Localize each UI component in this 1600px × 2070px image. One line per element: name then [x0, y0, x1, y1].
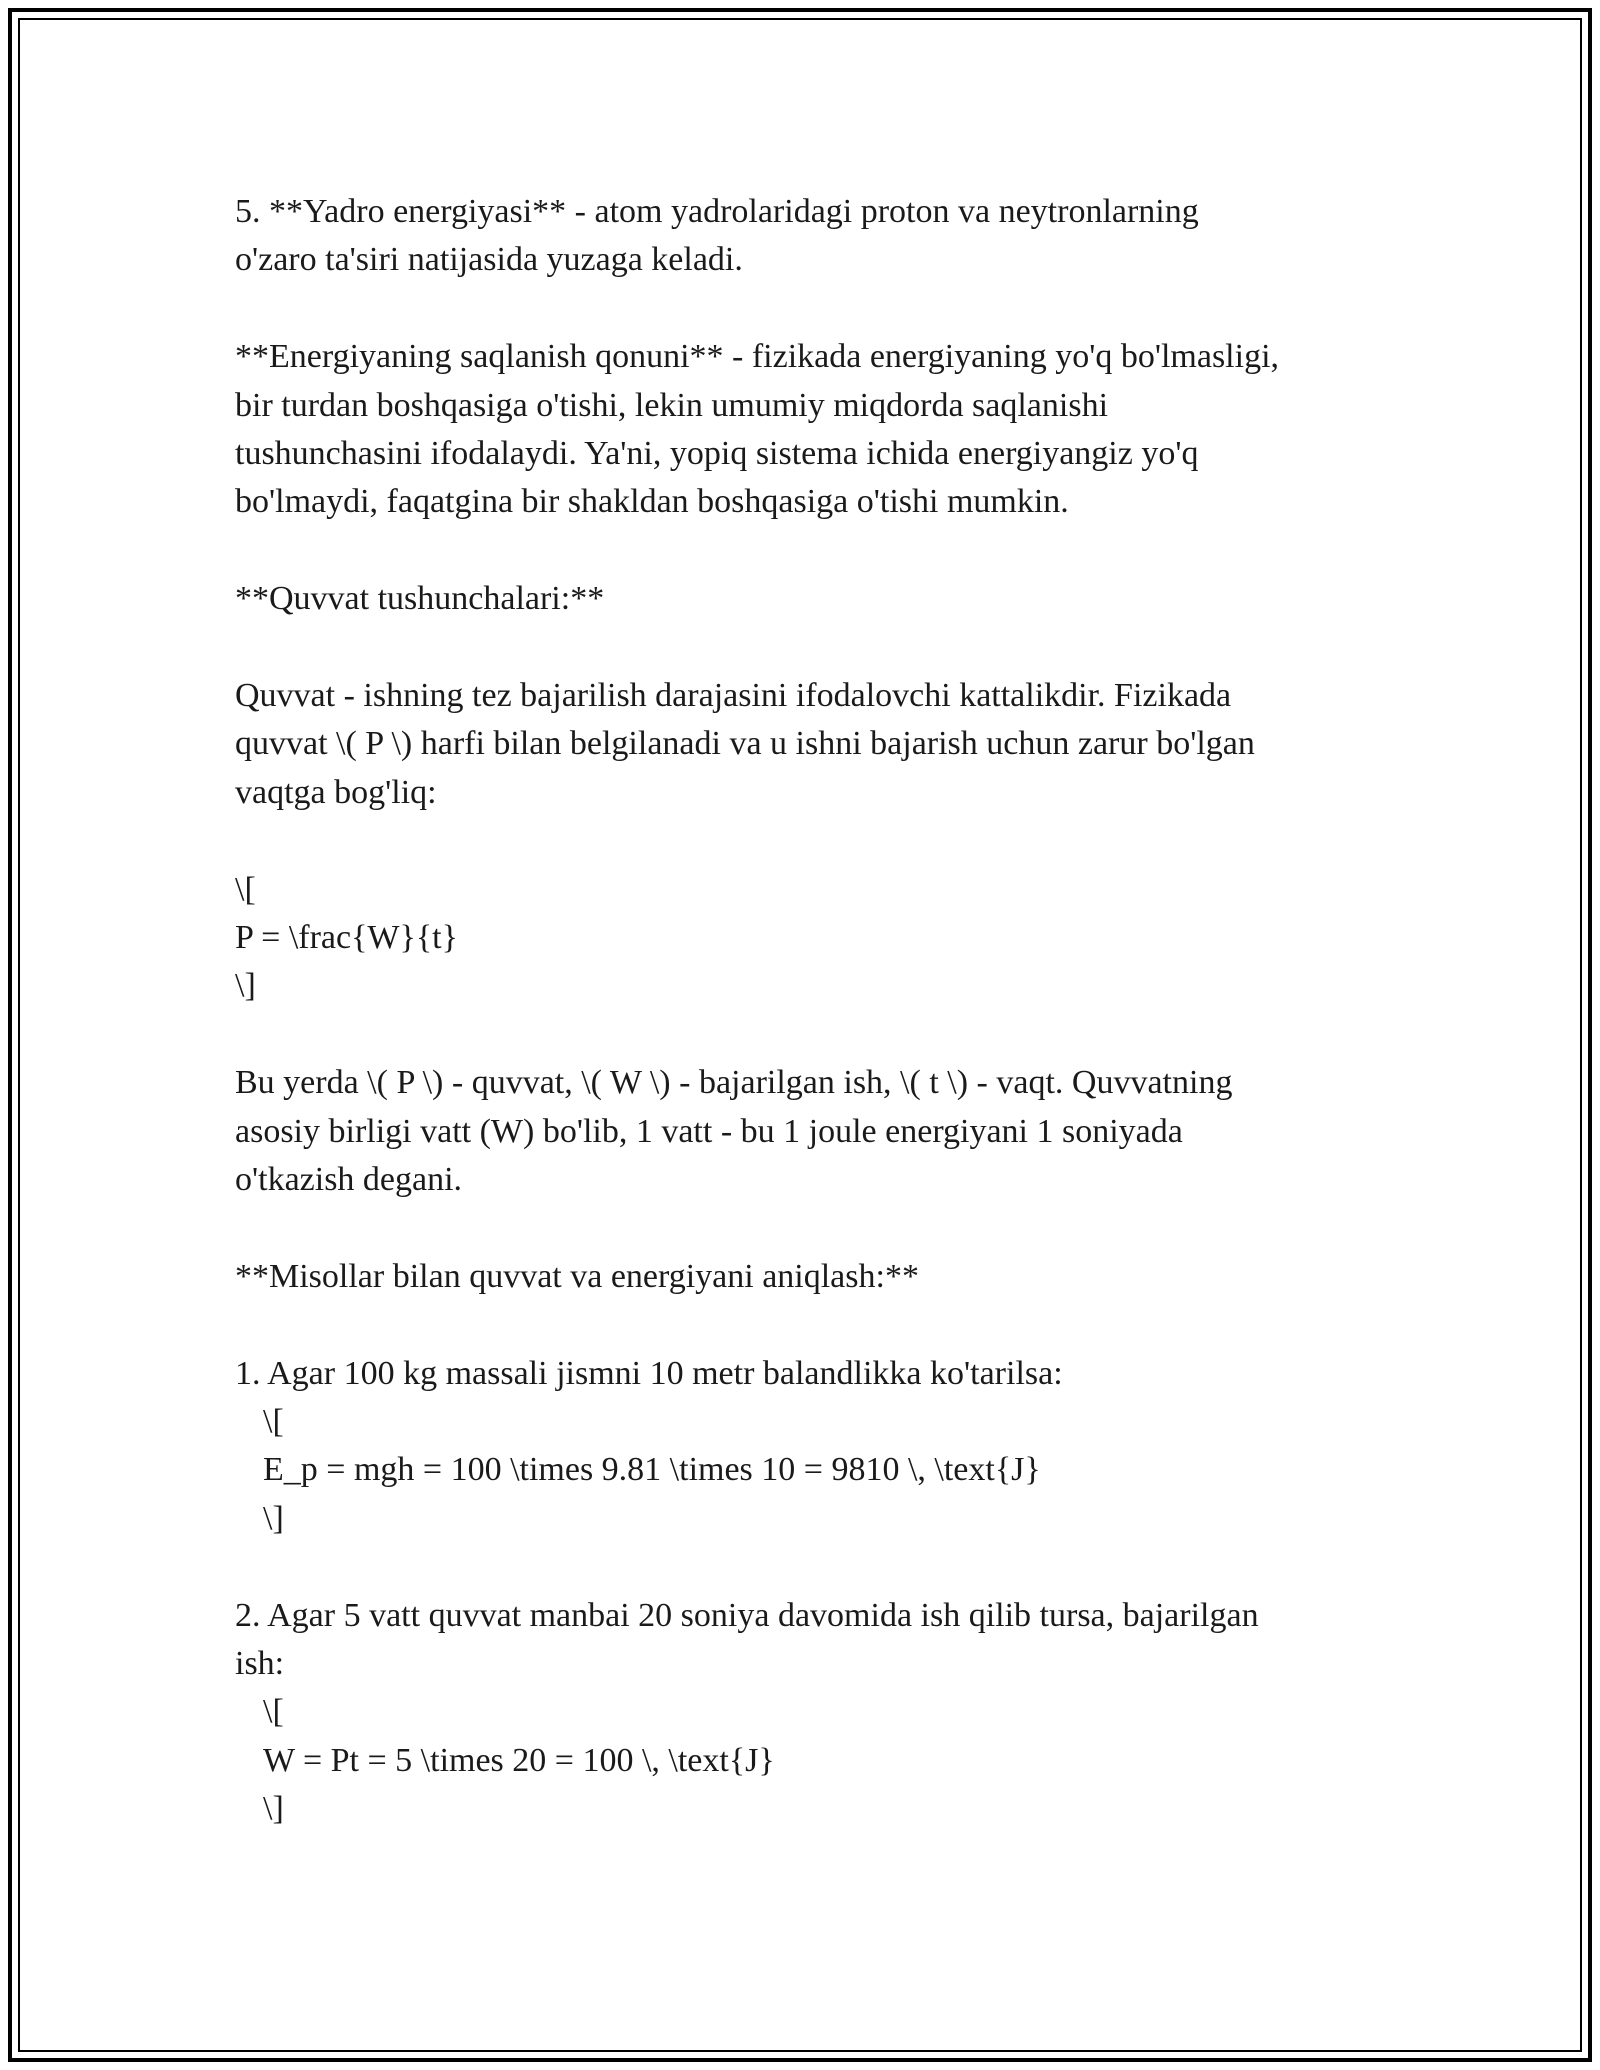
- example1-line: 1. Agar 100 kg massali jismni 10 metr balandlikka ko'tarilsa:: [235, 1354, 1063, 1392]
- power-definition-line: vaqtga bog'liq:: [235, 773, 437, 811]
- formula-open: \[: [235, 870, 256, 908]
- example2-line: 2. Agar 5 vatt quvvat manbai 20 soniya davomida ish qilib tursa, bajarilgan: [235, 1596, 1259, 1634]
- formula-body: P = \frac{W}{t}: [235, 919, 458, 957]
- spacer: [235, 1543, 1385, 1591]
- conservation-line: bir turdan boshqasiga o'tishi, lekin umumiy miqdorda saqlanishi: [235, 386, 1109, 424]
- spacer: [235, 1011, 1385, 1059]
- example1-formula-close: \]: [263, 1499, 284, 1537]
- example2-formula-body: W = Pt = 5 \times 20 = 100 \, \text{J}: [263, 1741, 775, 1779]
- power-definition-line: Quvvat - ishning tez bajarilish darajasini ifodalovchi kattalikdir. Fizikada: [235, 677, 1232, 715]
- example2-formula-close: \]: [263, 1790, 284, 1828]
- example2-formula-open: \[: [263, 1693, 284, 1731]
- document-body: [235, 188, 1385, 1834]
- examples-heading: **Misollar bilan quvvat va energiyani aniqlash:**: [235, 1257, 919, 1295]
- spacer: [235, 817, 1385, 865]
- formula-close: \]: [235, 967, 256, 1005]
- conservation-line: **Energiyaning saqlanish qonuni** - fizikada energiyaning yo'q bo'lmasligi,: [235, 338, 1280, 376]
- item5-line: 5. **Yadro energiyasi** - atom yadrolaridagi proton va neytronlarning: [235, 193, 1199, 230]
- explanation-line: asosiy birligi vatt (W) bo'lib, 1 vatt - bu 1 joule energiyani 1 soniyada: [235, 1112, 1183, 1150]
- explanation-line: Bu yerda \( P \) - quvvat, \( W \) - bajarilgan ish, \( t \) - vaqt. Quvvatning: [235, 1064, 1233, 1102]
- example1-formula-open: \[: [263, 1403, 284, 1441]
- spacer: [235, 285, 1385, 333]
- conservation-line: tushunchasini ifodalaydi. Ya'ni, yopiq sistema ichida energiyangiz yo'q: [235, 435, 1199, 473]
- power-definition-line: quvvat \( P \) harfi bilan belgilanadi va u ishni bajarish uchun zarur bo'lgan: [235, 725, 1255, 763]
- example1-formula-body: E_p = mgh = 100 \times 9.81 \times 10 = 9810 \, \text{J}: [263, 1451, 1041, 1489]
- conservation-line: bo'lmaydi, faqatgina bir shakldan boshqasiga o'tishi mumkin.: [235, 483, 1069, 521]
- power-heading: **Quvvat tushunchalari:**: [235, 580, 605, 618]
- explanation-line: o'tkazish degani.: [235, 1161, 463, 1199]
- spacer: [235, 1204, 1385, 1252]
- example2-line: ish:: [235, 1645, 285, 1683]
- spacer: [235, 1301, 1385, 1349]
- spacer: [235, 527, 1385, 575]
- item5-line: o'zaro ta'siri natijasida yuzaga keladi.: [235, 241, 743, 279]
- spacer: [235, 624, 1385, 672]
